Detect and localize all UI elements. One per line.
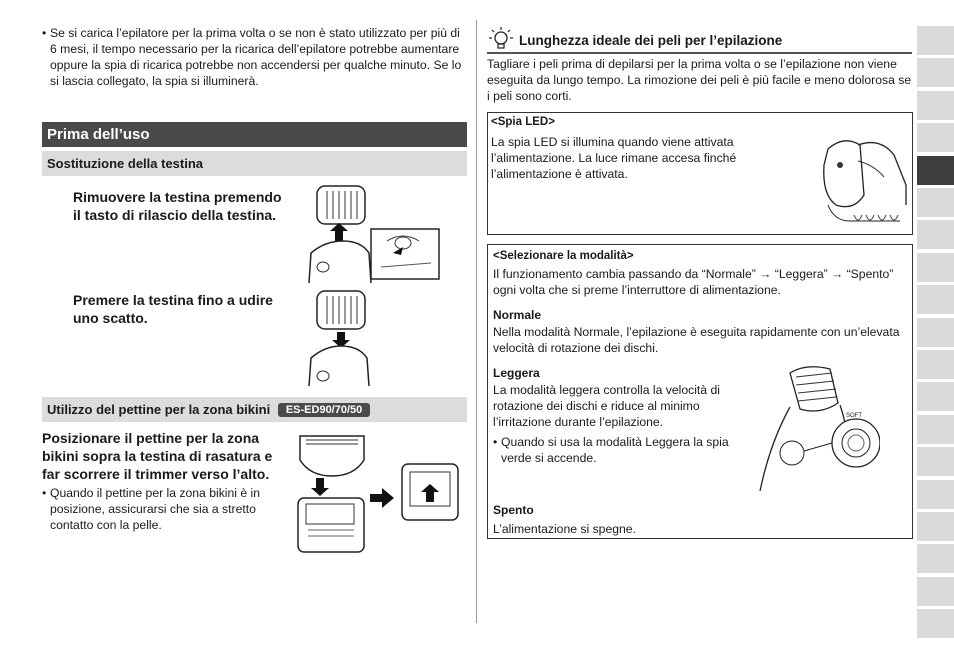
chapter-tab[interactable] — [917, 188, 954, 217]
chapter-tab[interactable] — [917, 285, 954, 314]
soft-label: SOFT — [846, 413, 862, 419]
bullet: • — [493, 435, 498, 449]
normal-heading: Normale — [493, 308, 542, 322]
soft-mode-illustration — [750, 363, 880, 493]
led-text: La spia LED si illumina quando viene attivata l’alimentazione. La luce rimane accesa finché l’alimentazione è attivata. — [491, 135, 737, 181]
normal-text: Nella modalità Normale, l’epilazione è eseguita rapidamente con un’elevata velocità di rotazione dei dischi. — [493, 325, 900, 355]
remove-head-illustration — [303, 183, 448, 283]
mode-text: Il funzionamento cambia passando da “Normale” → “Leggera” → “Spento” ogni volta che si preme l’interruttore di alimentazione. — [493, 267, 894, 297]
chapter-tab[interactable] — [917, 512, 954, 541]
section-title: Prima dell’uso — [47, 126, 150, 143]
subsection-header-bikini — [42, 397, 467, 422]
light-text: La modalità leggera controlla la velocità di rotazione dei dischi e riduce al minimo l’irritazione durante l’epilazione. — [493, 383, 720, 429]
step-bikini-comb: Posizionare il pettine per la zona bikini sopra la testina di rasatura e far scorrere il trimmer verso l’alto. — [42, 430, 273, 482]
tip-header — [487, 26, 912, 54]
chapter-tab[interactable] — [917, 91, 954, 120]
chapter-tab[interactable] — [917, 415, 954, 444]
section-title-bar — [42, 122, 467, 147]
intro-text: Se si carica l’epilatore per la prima volta o se non è stato utilizzato per più di 6 mesi, il tempo necessario per la ricarica dell’epilatore potrebbe aumentare oppure la spia di ricarica potrebbe non accendersi per qualche minuto. Se lo si lascia collegato, la spia si illuminerà. — [50, 26, 462, 88]
bullet: • — [42, 26, 47, 40]
mode-heading: <Selezionare la modalità> — [493, 250, 634, 262]
bikini-comb-illustration — [294, 432, 466, 558]
chapter-tab[interactable] — [917, 609, 954, 638]
step-press-head: Premere la testina fino a udire uno scatto. — [73, 292, 273, 326]
light-heading: Leggera — [493, 366, 540, 380]
chapter-tab[interactable] — [917, 447, 954, 476]
led-box — [487, 112, 913, 235]
bikini-note — [42, 485, 292, 533]
chapter-tab[interactable] — [917, 26, 954, 55]
chapter-tab[interactable] — [917, 253, 954, 282]
light-note — [493, 434, 733, 466]
off-text: L’alimentazione si spegne. — [493, 522, 636, 536]
subsection-header-replace-head — [42, 151, 467, 176]
press-head-illustration — [303, 288, 375, 386]
chapter-tab[interactable] — [917, 318, 954, 347]
chapter-tab[interactable] — [917, 382, 954, 411]
tip-title: Lunghezza ideale dei peli per l’epilazione — [519, 33, 783, 48]
intro-note — [42, 25, 467, 89]
chapter-tab[interactable] — [917, 577, 954, 606]
model-badge: ES-ED90/70/50 — [278, 403, 370, 417]
off-heading: Spento — [493, 503, 534, 517]
chapter-tab[interactable] — [917, 480, 954, 509]
chapter-tab[interactable] — [917, 58, 954, 87]
mode-box — [487, 244, 913, 539]
tip-text: Tagliare i peli prima di depilarsi per la prima volta o se l’epilazione non viene eseguita da lungo tempo. La rimozione dei peli è più facile e meno dolorosa se i peli sono corti. — [487, 57, 912, 103]
chapter-tab-active[interactable] — [917, 156, 954, 185]
chapter-tab[interactable] — [917, 123, 954, 152]
subsection-title: Utilizzo del pettine per la zona bikini — [47, 402, 271, 417]
chapter-tab[interactable] — [917, 220, 954, 249]
chapter-tab[interactable] — [917, 350, 954, 379]
subsection-title: Sostituzione della testina — [47, 156, 204, 171]
led-heading: <Spia LED> — [491, 116, 555, 128]
chapter-tab[interactable] — [917, 544, 954, 573]
light-note-text: Quando si usa la modalità Leggera la spia verde si accende. — [501, 435, 729, 465]
epilator-hand-illustration — [814, 125, 910, 229]
step-remove-head: Rimuovere la testina premendo il tasto di rilascio della testina. — [73, 189, 282, 223]
bikini-note-text: Quando il pettine per la zona bikini è in posizione, assicurarsi che sia a stretto contatto con la pelle. — [50, 486, 261, 532]
column-divider — [476, 20, 477, 623]
lightbulb-icon — [487, 26, 515, 50]
bullet: • — [42, 486, 47, 500]
